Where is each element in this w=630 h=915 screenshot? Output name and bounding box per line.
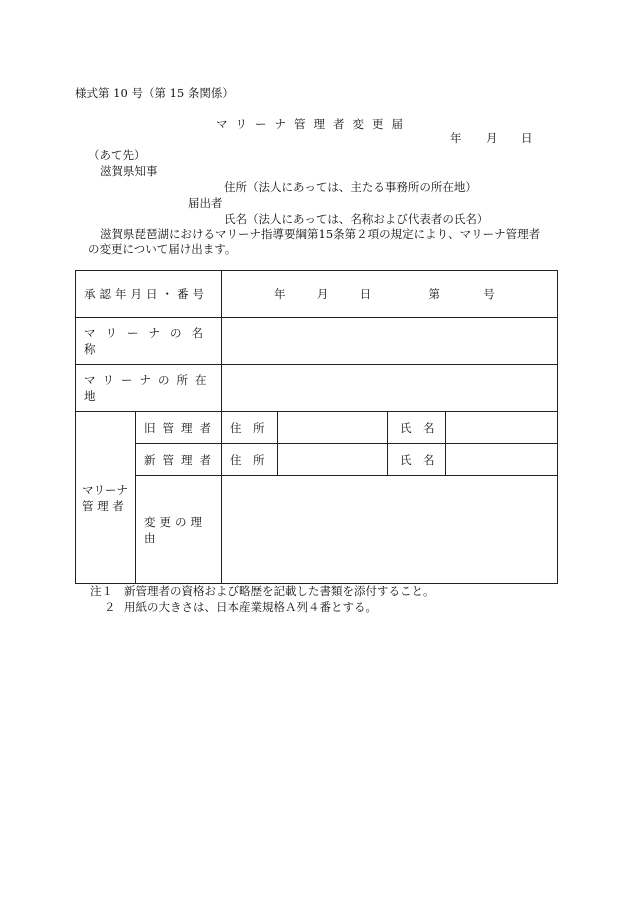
table-row (76, 318, 558, 365)
table-row (76, 444, 558, 476)
body-text-line1: 滋賀県琵琶湖におけるマリーナ指導要綱第15条第２項の規定により、マリーナ管理者 (100, 227, 541, 241)
table-row (76, 271, 558, 318)
approval-value-cell[interactable] (222, 271, 558, 318)
new-manager-name-field[interactable] (446, 444, 558, 476)
marina-location-field[interactable] (222, 365, 558, 412)
note-1-text: 新管理者の資格および略歴を記載した書類を添付すること。 (124, 584, 435, 598)
manager-label-line1: マリーナ (82, 482, 128, 497)
marina-name-field[interactable] (222, 318, 558, 365)
table-row (76, 365, 558, 412)
form-number: 様式第 10 号（第 15 条関係） (75, 86, 234, 100)
old-manager-address-label: 住 所 (222, 412, 278, 444)
applicant-name-label: 氏名（法人にあっては、名称および代表者の氏名） (224, 212, 489, 226)
new-manager-label: 新管理者 (136, 444, 222, 476)
date-month: 月 (486, 131, 498, 145)
approval-year: 年 (274, 287, 286, 301)
manager-group-label (76, 412, 136, 584)
note-1-number: 注１ (90, 584, 113, 598)
table-row (76, 476, 558, 584)
body-text-line2: の変更について届け出ます。 (88, 242, 237, 256)
note-2-number: ２ (104, 600, 116, 614)
approval-no-suffix: 号 (483, 287, 495, 301)
date-day: 日 (521, 131, 533, 145)
applicant-role-label: 届出者 (188, 196, 223, 210)
old-manager-address-field[interactable] (278, 412, 388, 444)
new-manager-address-field[interactable] (278, 444, 388, 476)
document-title: マリーナ管理者変更届 (216, 117, 411, 131)
marina-location-label: マリーナの所在地 (76, 365, 222, 412)
approval-day: 日 (359, 287, 372, 301)
new-manager-name-label: 氏 名 (388, 444, 446, 476)
addressee: 滋賀県知事 (100, 164, 158, 178)
old-manager-name-field[interactable] (446, 412, 558, 444)
applicant-address-label: 住所（法人にあっては、主たる事務所の所在地） (224, 180, 477, 194)
table-row (76, 412, 558, 444)
date-year: 年 (450, 131, 462, 145)
old-manager-label: 旧管理者 (136, 412, 222, 444)
marina-name-label: マリーナの名称 (76, 318, 222, 365)
approval-no-prefix: 第 (428, 287, 440, 301)
approval-month: 月 (316, 287, 329, 301)
new-manager-address-label: 住 所 (222, 444, 278, 476)
change-reason-field[interactable] (222, 476, 558, 584)
old-manager-name-label: 氏 名 (388, 412, 446, 444)
approval-label: 承認年月日・番号 (76, 271, 222, 318)
change-reason-label: 変更の理由 (136, 476, 222, 584)
manager-label-line2: 管 理 者 (82, 498, 124, 513)
notification-table (75, 270, 558, 584)
note-2-text: 用紙の大きさは、日本産業規格Ａ列４番とする。 (124, 600, 377, 614)
addressee-header: （あて先） (88, 148, 146, 162)
